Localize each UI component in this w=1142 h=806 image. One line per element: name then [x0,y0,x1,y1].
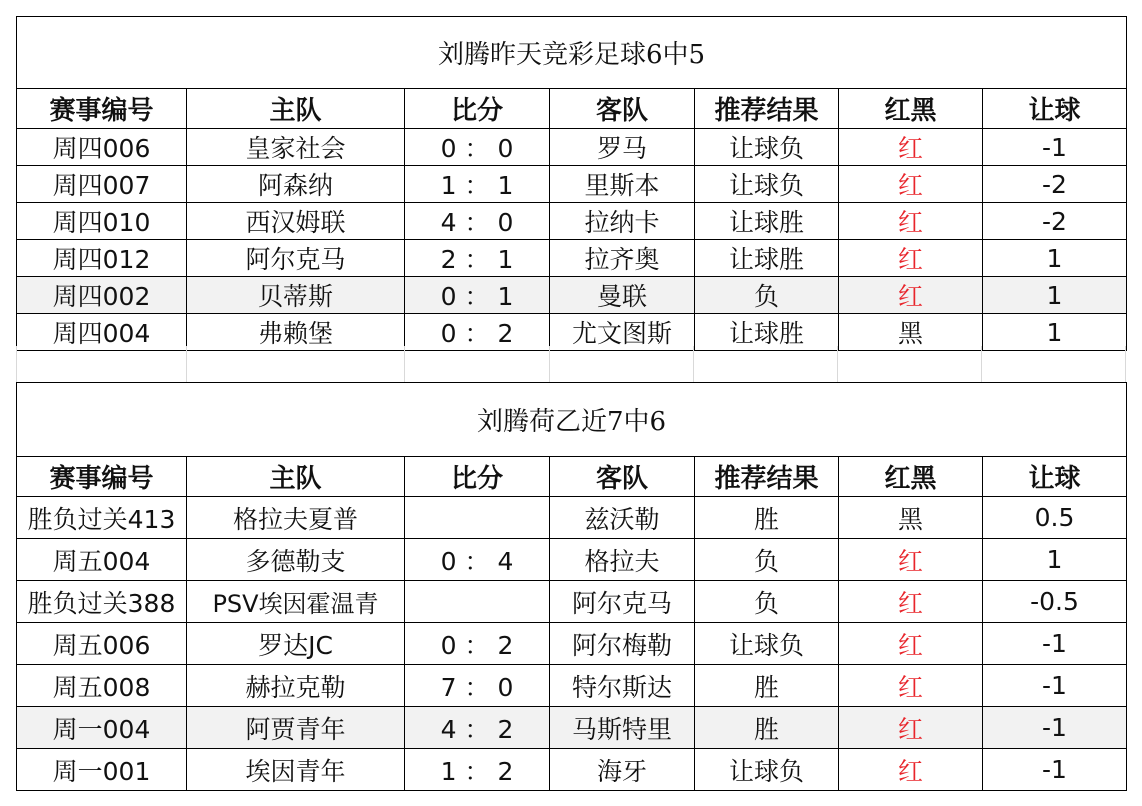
handicap-cell: 1 [983,277,1127,314]
pick-cell: 让球负 [695,166,839,203]
result-cell: 黑 [839,497,983,539]
away-team-cell: 拉纳卡 [550,203,695,240]
column-header: 客队 [550,89,695,129]
away-team-cell: 里斯本 [550,166,695,203]
handicap-cell: -1 [983,749,1127,791]
match-id-cell: 周四010 [17,203,187,240]
pick-cell: 让球胜 [695,203,839,240]
away-team-cell: 特尔斯达 [550,665,695,707]
table-title: 刘腾昨天竞彩足球6中5 [17,17,1127,89]
result-cell: 红 [839,277,983,314]
column-header: 红黑 [839,89,983,129]
score-cell: 0 ： 2 [405,623,550,665]
handicap-cell: -0.5 [983,581,1127,623]
table-row [17,277,1127,314]
handicap-cell: 1 [983,314,1127,351]
match-id-cell: 周一004 [17,707,187,749]
score-cell: 0 ： 4 [405,539,550,581]
match-id-cell: 胜负过关413 [17,497,187,539]
home-team-cell: 贝蒂斯 [187,277,405,314]
table-title: 刘腾荷乙近7中6 [17,383,1127,457]
table-row [17,166,1127,203]
table-row [17,203,1127,240]
result-cell: 红 [839,749,983,791]
pick-cell: 胜 [695,707,839,749]
pick-cell: 让球负 [695,129,839,166]
column-header: 让球 [983,89,1127,129]
table-title-row [17,383,1127,457]
handicap-cell: -2 [983,166,1127,203]
result-cell: 红 [839,240,983,277]
away-team-cell: 阿尔克马 [550,581,695,623]
handicap-cell: 1 [983,539,1127,581]
match-id-cell: 周五004 [17,539,187,581]
away-team-cell: 格拉夫 [550,539,695,581]
table-row [17,314,1127,351]
home-team-cell: 弗赖堡 [187,314,405,351]
result-cell: 红 [839,166,983,203]
handicap-cell: -1 [983,623,1127,665]
home-team-cell: 阿贾青年 [187,707,405,749]
home-team-cell: 格拉夫夏普 [187,497,405,539]
match-id-cell: 周五006 [17,623,187,665]
result-cell: 红 [839,539,983,581]
match-id-cell: 胜负过关388 [17,581,187,623]
column-header: 主队 [187,457,405,497]
match-id-cell: 周四012 [17,240,187,277]
column-header: 推荐结果 [695,457,839,497]
table-row [17,497,1127,539]
handicap-cell: 1 [983,240,1127,277]
pick-cell: 负 [695,277,839,314]
match-id-cell: 周四004 [17,314,187,351]
match-id-cell: 周四006 [17,129,187,166]
column-header: 主队 [187,89,405,129]
pick-cell: 胜 [695,665,839,707]
home-team-cell: PSV埃因霍温青 [187,581,405,623]
home-team-cell: 多德勒支 [187,539,405,581]
pick-cell: 让球负 [695,623,839,665]
home-team-cell: 阿森纳 [187,166,405,203]
result-cell: 红 [839,623,983,665]
handicap-cell: -2 [983,203,1127,240]
away-team-cell: 曼联 [550,277,695,314]
handicap-cell: -1 [983,665,1127,707]
home-team-cell: 皇家社会 [187,129,405,166]
result-cell: 黑 [839,314,983,351]
away-team-cell: 拉齐奥 [550,240,695,277]
match-id-cell: 周五008 [17,665,187,707]
table-row [17,623,1127,665]
header-row [17,457,1127,497]
away-team-cell: 海牙 [550,749,695,791]
column-header: 让球 [983,457,1127,497]
result-cell: 红 [839,581,983,623]
score-cell: 0 ： 1 [405,277,550,314]
score-cell: 2 ： 1 [405,240,550,277]
home-team-cell: 阿尔克马 [187,240,405,277]
pick-cell: 胜 [695,497,839,539]
score-cell: 4 ： 2 [405,707,550,749]
column-header: 推荐结果 [695,89,839,129]
result-cell: 红 [839,129,983,166]
pick-cell: 让球胜 [695,314,839,351]
pick-cell: 让球胜 [695,240,839,277]
score-cell [405,497,550,539]
column-header: 比分 [405,457,550,497]
column-header: 比分 [405,89,550,129]
pick-cell: 负 [695,539,839,581]
home-team-cell: 西汉姆联 [187,203,405,240]
match-id-cell: 周四002 [17,277,187,314]
home-team-cell: 罗达JC [187,623,405,665]
handicap-cell: -1 [983,707,1127,749]
match-id-cell: 周四007 [17,166,187,203]
pick-cell: 让球负 [695,749,839,791]
score-cell: 4 ： 0 [405,203,550,240]
score-cell: 0 ： 2 [405,314,550,351]
handicap-cell: -1 [983,129,1127,166]
match-id-cell: 周一001 [17,749,187,791]
table-row [17,707,1127,749]
table-title-row [17,17,1127,89]
table-2 [16,382,1127,791]
handicap-cell: 0.5 [983,497,1127,539]
away-team-cell: 尤文图斯 [550,314,695,351]
score-cell: 1 ： 1 [405,166,550,203]
score-cell: 1 ： 2 [405,749,550,791]
header-row [17,89,1127,129]
column-header: 客队 [550,457,695,497]
table-row [17,240,1127,277]
result-cell: 红 [839,665,983,707]
table-row [17,129,1127,166]
away-team-cell: 马斯特里 [550,707,695,749]
score-cell [405,581,550,623]
result-cell: 红 [839,203,983,240]
home-team-cell: 埃因青年 [187,749,405,791]
result-cell: 红 [839,707,983,749]
spacer-row [16,346,1126,382]
column-header: 红黑 [839,457,983,497]
table-row [17,581,1127,623]
column-header: 赛事编号 [17,457,187,497]
pick-cell: 负 [695,581,839,623]
table-row [17,749,1127,791]
away-team-cell: 罗马 [550,129,695,166]
column-header: 赛事编号 [17,89,187,129]
table-row [17,539,1127,581]
home-team-cell: 赫拉克勒 [187,665,405,707]
away-team-cell: 兹沃勒 [550,497,695,539]
score-cell: 7 ： 0 [405,665,550,707]
table-1 [16,16,1127,351]
score-cell: 0 ： 0 [405,129,550,166]
table-row [17,665,1127,707]
away-team-cell: 阿尔梅勒 [550,623,695,665]
